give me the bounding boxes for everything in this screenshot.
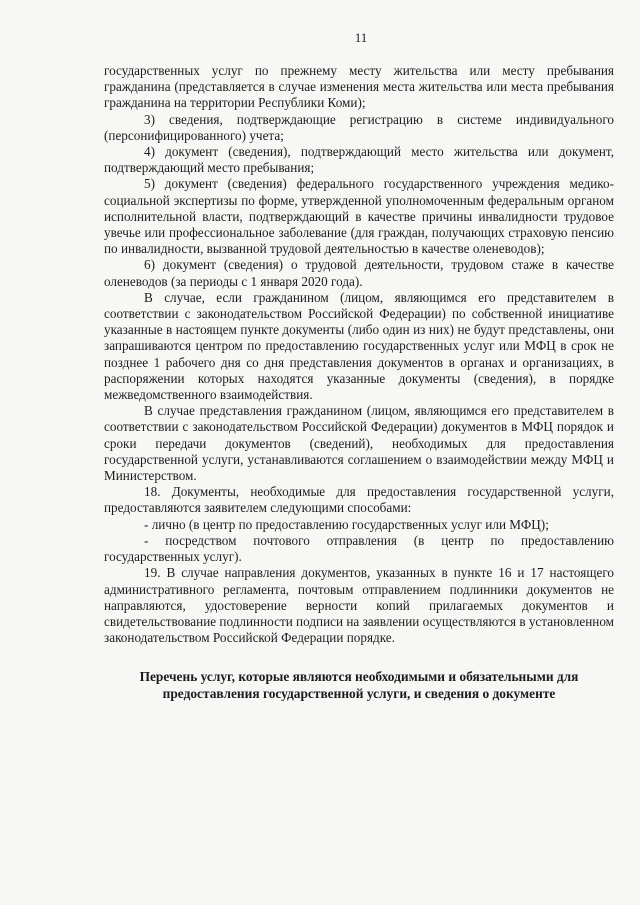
document-body — [104, 63, 614, 646]
section-heading-line-2: предоставления государственной услуги, и сведения о документе — [162, 686, 556, 702]
section-heading-line-1: Перечень услуг, которые являются необходимыми и обязательными для — [139, 669, 579, 685]
paragraph-method-mail: - посредством почтового отправления (в центр по предоставлению государственных услуг). — [104, 532, 614, 565]
paragraph-item-4: 4) документ (сведения), подтверждающий место жительства или документ, подтверждающий место пребывания; — [104, 144, 614, 176]
section-heading — [104, 668, 614, 702]
paragraph-section-19: 19. В случае направления документов, указанных в пункте 16 и 17 настоящего административного регламента, почтовым отправлением подлинники документов не направляются, удостоверение верности копий прилагаемых документов и свидетельствование подлинности подписи на заявлении осуществляются в установленном законодательством Российской Федерации порядке. — [104, 565, 615, 646]
paragraph-interagency-request: В случае, если гражданином (лицом, являющимся его представителем в соответствии с законодательством Российской Федерации) по собственной инициативе указанные в настоящем пункте документы (либо один из них) не будут представлены, они запрашиваются центром по предоставлению государственных услуг или МФЦ в срок не позднее 1 рабочего дня со дня представления документов в органах и организациях, в распоряжении которых находятся указанные документы (сведения), в порядке межведомственного взаимодействия. — [104, 289, 614, 403]
paragraph-item-5: 5) документ (сведения) федерального государственного учреждения медико-социальной экспертизы по форме, утвержденной уполномоченным федеральным органом исполнительной власти, подтверждающий в качестве причины инвалидности трудовое увечье или профессиональное заболевание (для граждан, получающих страховую пенсию по инвалидности, вызванной трудовой деятельностью в качестве оленеводов); — [104, 176, 614, 257]
paragraph-mfc-transfer: В случае представления гражданином (лицом, являющимся его представителем в соответствии с законодательством Российской Федерации) документов в МФЦ порядок и сроки передачи документов (сведений), необходимых для предоставления государственной услуги, устанавливаются соглашением о взаимодействии между МФЦ и Министерством. — [104, 403, 614, 484]
paragraph-item-6: 6) документ (сведения) о трудовой деятельности, трудовом стаже в качестве оленеводов (за периоды с 1 января 2020 года). — [104, 257, 614, 289]
page-number: 11 — [354, 30, 368, 45]
paragraph-continuation: государственных услуг по прежнему месту жительства или месту пребывания гражданина (представляется в случае изменения места жительства или места пребывания гражданина на территории Республики Коми); — [104, 63, 614, 111]
paragraph-method-in-person: - лично (в центр по предоставлению государственных услуг или МФЦ); — [144, 516, 549, 532]
paragraph-item-3: 3) сведения, подтверждающие регистрацию в системе индивидуального (персонифицированного) учета; — [104, 111, 614, 143]
paragraph-section-18: 18. Документы, необходимые для предоставления государственной услуги, предоставляются заявителем следующими способами: — [104, 484, 614, 516]
